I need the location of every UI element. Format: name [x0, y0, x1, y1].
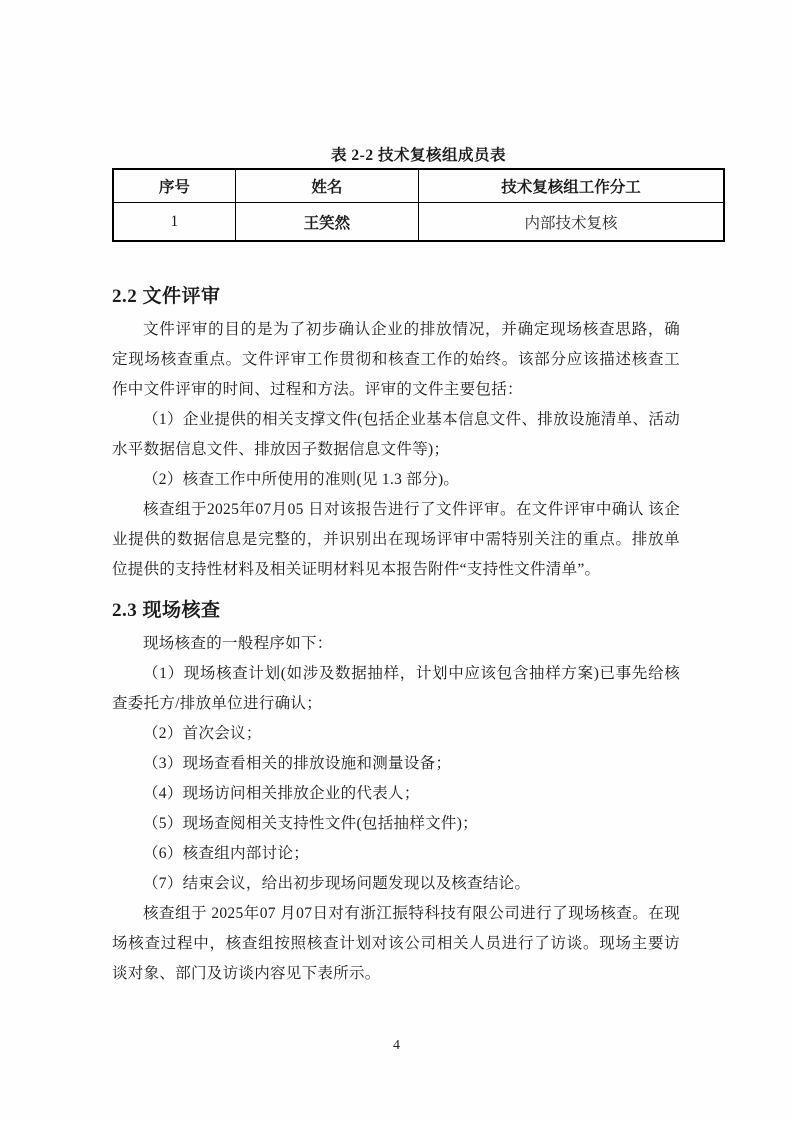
paragraph-2-2-intro: 文件评审的目的是为了初步确认企业的排放情况，并确定现场核查思路，确定现场核查重点。文件评审工作贯彻和核查工作的始终。该部分应该描述核查工作中文件评审的时间、过程和方法。评审的文件主要包括：	[112, 321, 680, 398]
table-2-2-title: 表 2-2 技术复核组成员表	[331, 147, 506, 164]
table-header-row	[113, 169, 724, 203]
list-item-2-2-2: （2）核查工作中所使用的准则(见 1.3 部分)。	[143, 471, 460, 488]
list-item-2-3-6: （6）核查组内部讨论；	[143, 845, 310, 862]
table-row	[113, 203, 724, 242]
list-item-2-3-4: （4）现场访问相关排放企业的代表人；	[143, 785, 420, 802]
section-heading-2-2: 2.2 文件评审	[112, 286, 221, 307]
table-cell-no: 1	[113, 203, 235, 242]
list-item-2-3-1: （1）现场核查计划(如涉及数据抽样，计划中应该包含抽样方案)已事先给核查委托方/排放单位进行确认；	[112, 665, 680, 712]
table-header-job: 技术复核组工作分工	[418, 169, 724, 203]
list-item-2-2-1: （1）企业提供的相关支撑文件(包括企业基本信息文件、排放设施清单、活动水平数据信息文件、排放因子数据信息文件等)；	[112, 411, 680, 458]
list-item-2-3-3: （3）现场查看相关的排放设施和测量设备；	[143, 755, 452, 772]
list-item-2-3-2: （2）首次会议；	[143, 725, 262, 742]
table-header-no: 序号	[113, 169, 235, 203]
paragraph-2-3-intro: 现场核查的一般程序如下：	[143, 635, 333, 652]
member-table	[112, 168, 725, 242]
table-cell-job: 内部技术复核	[418, 203, 724, 242]
table-header-name: 姓名	[235, 169, 418, 203]
section-heading-2-3: 2.3 现场核查	[112, 600, 221, 621]
list-item-2-3-5: （5）现场查阅相关支持性文件(包括抽样文件)；	[143, 815, 478, 832]
paragraph-2-2-review: 核查组于2025年07月05 日对该报告进行了文件评审。在文件评审中确认 该企业提供的数据信息是完整的，并识别出在现场评审中需特别关注的重点。排放单位提供的支持性材料及相关证明材料见本报告附件“支持性文件清单”。	[112, 501, 680, 578]
table-cell-name: 王笑然	[235, 203, 418, 242]
document-content	[112, 146, 680, 989]
page-number: 4	[393, 1038, 400, 1053]
list-item-2-3-7: （7）结束会议，给出初步现场问题发现以及核查结论。	[143, 875, 531, 892]
paragraph-2-3-site-visit: 核查组于 2025年07 月07日对有浙江振特科技有限公司进行了现场核查。在现场核查过程中，核查组按照核查计划对该公司相关人员进行了访谈。现场主要访谈对象、部门及访谈内容见下表所示。	[112, 905, 680, 982]
